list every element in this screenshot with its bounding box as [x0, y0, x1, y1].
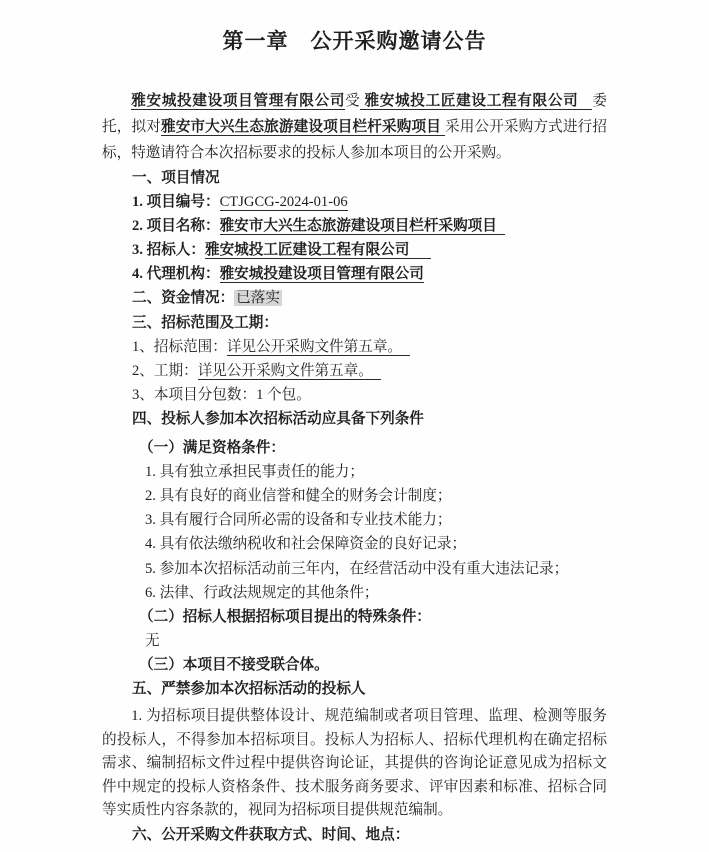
agent-value: 雅安城投建设项目管理有限公司 — [219, 266, 424, 283]
section3-heading: 三、招标范围及工期： — [132, 314, 278, 331]
packages-label: 3、本项目分包数： — [132, 386, 257, 403]
tenderer-value: 雅安城投工匠建设工程有限公司 — [205, 242, 431, 259]
project-name-value: 雅安市大兴生态旅游建设项目栏杆采购项目 — [220, 218, 505, 235]
tenderer-row — [132, 238, 607, 262]
project-number-row — [132, 190, 607, 214]
scope-value: 详见公开采购文件第五章。 — [227, 339, 410, 356]
page-title: 第一章 公开采购邀请公告 — [222, 29, 487, 53]
duration-value: 详见公开采购文件第五章。 — [198, 363, 381, 380]
duration-label: 2、工期： — [132, 362, 198, 379]
agency-name: 雅安城投建设项目管理有限公司 — [131, 93, 346, 109]
condition-item: 5. 参加本次招标活动前三年内，在经营活动中没有重大违法记录； — [145, 560, 569, 577]
section6-heading: 六、公开采购文件获取方式、时间、地点： — [132, 826, 410, 843]
packages-value: 1 个包。 — [256, 386, 311, 403]
scope-row — [132, 335, 607, 359]
project-name-label: 2. 项目名称： — [132, 218, 220, 235]
funding-status-value: 已落实 — [236, 290, 280, 307]
document-content — [102, 88, 607, 847]
section1-heading: 一、项目情况 — [132, 170, 220, 186]
section4-heading: 四、投标人参加本次招标活动应具备下列条件 — [132, 410, 424, 427]
prohibition-paragraph: 1. 为招标项目提供整体设计、规范编制或者项目管理、监理、检测等服务的投标人，不得参加本招标项目。投标人为招标人、招标代理机构在确定招标需求、编制招标文件过程中提供咨询论证，其提供的咨询论证意见成为招标文件中规定的投标人资格条件、技术服务商务要求、评审因素和标准、招标合同等实质性内容条款的，视同为招标项目提供规范编制。 — [102, 708, 607, 819]
agent-label: 4. 代理机构： — [132, 266, 220, 283]
scope-label: 1、招标范围： — [132, 338, 227, 355]
qualification-subheading: （一）满足资格条件： — [139, 440, 285, 457]
intro-text-tuo: 托，拟对 — [102, 119, 161, 135]
special-conditions-subheading: （二）招标人根据招标项目提出的特殊条件： — [139, 608, 431, 625]
condition-item: 4. 具有依法缴纳税收和社会保障资金的良好记录； — [145, 536, 467, 553]
funding-row — [132, 286, 607, 310]
condition-item: 6. 法律、行政法规规定的其他条件； — [145, 584, 379, 601]
funding-label: 二、资金情况： — [132, 290, 235, 307]
duration-row — [132, 359, 607, 383]
intro-text-shou: 受 — [345, 93, 361, 109]
special-conditions-value: 无 — [145, 632, 160, 649]
condition-item: 3. 具有履行合同所必需的设备和专业技术能力； — [145, 512, 452, 529]
client-name: 雅安城投工匠建设工程有限公司 — [360, 93, 592, 110]
condition-item: 1. 具有独立承担民事责任的能力； — [145, 464, 364, 481]
project-name-row — [132, 214, 607, 238]
agent-row — [132, 262, 607, 286]
intro-text-wei: 委 — [592, 93, 607, 109]
packages-row — [132, 383, 607, 407]
intro-paragraph — [102, 88, 607, 166]
consortium-subheading: （三）本项目不接受联合体。 — [139, 656, 329, 673]
section5-heading: 五、严禁参加本次招标活动的投标人 — [132, 680, 366, 697]
tenderer-label: 3. 招标人： — [132, 242, 205, 259]
project-number-value: CTJGCG-2024-01-06 — [219, 194, 348, 211]
intro-text-rest: 采用公开采购方式进行招标，特邀请符合本次招标要求的投标人参加本项目的公开采购。 — [102, 119, 607, 161]
condition-item: 2. 具有良好的商业信誉和健全的财务会计制度； — [145, 488, 452, 505]
project-number-label: 1. 项目编号： — [132, 194, 220, 211]
project-name: 雅安市大兴生态旅游建设项目栏杆采购项目 — [161, 119, 445, 136]
